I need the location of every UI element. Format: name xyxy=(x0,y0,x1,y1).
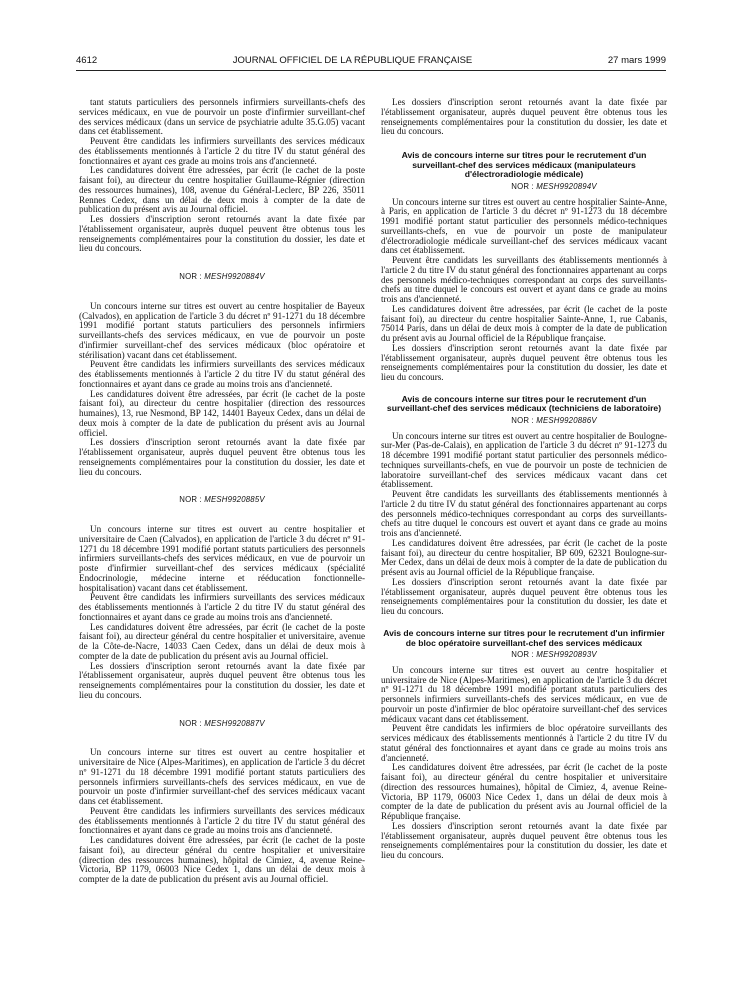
paragraph: Les candidatures doivent être adressées, par écrit (le cachet de la poste faisant foi), au directeur du centre hospitalier, BP 609, 62321 Boulogne-sur-Mer Cedex, dans un délai de deux mois à compter de la date de publication du présent avis au Journal officiel de la République française. xyxy=(381,537,667,578)
nor-reference xyxy=(381,650,667,660)
paragraph: Peuvent être candidats les infirmiers surveillants des services médicaux des établissements mentionnés à l'article 2 du titre IV du statut général des fonctionnaires et ayant dans ce grade au moins trois ans d'ancienneté. xyxy=(79,359,365,389)
paragraph: Les dossiers d'inscription seront retournés avant la date fixée par l'établissement organisateur, auprès duquel peuvent être obtenus tous les renseignements complémentaires pour la constitution du dossier, les date et lieu du concours. xyxy=(381,342,667,383)
nor-prefix: NOR : xyxy=(511,181,534,191)
paragraph: Les dossiers d'inscription seront retournés avant la date fixée par l'établissement organisateur, auprès duquel peuvent être obtenus tous les renseignements complémentaires pour la constitution du dossier, les date et lieu du concours. xyxy=(79,214,365,254)
header-rule xyxy=(76,70,666,71)
notice-title: Avis de concours interne sur titres pour le recrutement d'un surveillant-chef des services médicaux (techniciens de laboratoire) xyxy=(386,393,662,414)
paragraph: Les candidatures doivent être adressées, par écrit (le cachet de la poste faisant foi), au directeur général du centre hospitalier et universitaire (direction des ressources humaines), hôpital de Cimiez, 4, avenue Reine-Victoria, BP 1179, 06003 Nice Cedex 1, dans un délai de deux mois à compter de la date de publication du présent avis au Journal officiel. xyxy=(79,835,365,884)
paragraph: tant statuts particuliers des personnels infirmiers surveillants-chefs des services médicaux, en vue de pourvoir un poste d'infirmier surveillant-chef des services médicaux (dans un service de psychiatrie adulte 35.G.05) vacant dans cet établissement. xyxy=(79,97,365,137)
paragraph: Les candidatures doivent être adressées, par écrit (le cachet de la poste faisant foi), au directeur général du centre hospitalier et universitaire (direction des ressources humaines), hôpital de Cimiez, 4, avenue Reine-Victoria, BP 1179, 06003 Nice Cedex 1, dans un délai de deux mois à compter de la date de publication du présent avis au Journal officiel de la République française. xyxy=(381,762,667,822)
nor-prefix: NOR : xyxy=(511,650,534,660)
right-column xyxy=(381,98,667,861)
nor-reference xyxy=(79,719,365,729)
paragraph: Peuvent être candidats les infirmiers de bloc opératoire surveillants des services médicaux des établissements mentionnés à l'article 2 du titre IV du statut général des fonctionnaires et ayant dans ce grade au moins trois ans d'ancienneté. xyxy=(381,723,667,763)
notice-title: Avis de concours interne sur titres pour le recrutement d'un infirmier de bloc opératoire surveillant-chef des services médicaux xyxy=(383,627,665,648)
paragraph: Un concours interne sur titres est ouvert au centre hospitalier et universitaire de Nice (Alpes-Maritimes), en application de l'article 3 du décret nº 91-1271 du 18 décembre 1991 modifié portant statuts particuliers des personnels infirmiers surveillants-chefs des services médicaux, en vue de pourvoir un poste d'infirmier surveillant-chef des services médicaux vacant dans cet établissement. xyxy=(79,747,365,806)
nor-code: MESH9920894V xyxy=(536,181,597,191)
paragraph: Les dossiers d'inscription seront retournés avant la date fixée par l'établissement organisateur, auprès duquel peuvent être obtenus tous les renseignements complémentaires pour la constitution du dossier, les date et lieu du concours. xyxy=(79,660,365,700)
nor-code: MESH9920886V xyxy=(536,415,597,425)
nor-prefix: NOR : xyxy=(179,495,202,505)
paragraph: Les candidatures doivent être adressées, par écrit (le cachet de la poste faisant foi), au directeur du centre hospitalier Guillaume-Régnier (direction des ressources humaines), 108, avenue du Général-Leclerc, BP 226, 35011 Rennes Cedex, dans un délai de deux mois à compter de la date de publication du présent avis au Journal officiel. xyxy=(79,165,365,215)
paragraph: Les candidatures doivent être adressées, par écrit (le cachet de la poste faisant foi), au directeur général du centre hospitalier et universitaire, avenue de la Côte-de-Nacre, 14033 Caen Cedex, dans un délai de deux mois à compter de la date de publication du présent avis au Journal officiel. xyxy=(79,621,365,661)
nor-reference xyxy=(79,495,365,505)
paragraph: Les dossiers d'inscription seront retournés avant la date fixée par l'établissement organisateur, auprès duquel peuvent être obtenus tous les renseignements complémentaires pour la constitution du dossier, les date et lieu du concours. xyxy=(381,576,667,617)
paragraph: Les candidatures doivent être adressées, par écrit (le cachet de la poste faisant foi), au directeur du centre hospitalier (direction des ressources humaines), 13, rue Nesmond, BP 142, 14401 Bayeux Cedex, dans un délai de deux mois à compter de la date de publication du présent avis au Journal officiel. xyxy=(79,388,365,438)
paragraph: Un concours interne sur titres est ouvert au centre hospitalier et universitaire de Nice (Alpes-Maritimes), en application de l'article 3 du décret nº 91-1271 du 18 décembre 1991 modifié portant statuts particuliers des personnels infirmiers surveillants-chefs des services médicaux, en vue de pourvoir un poste d'infirmier de bloc opératoire surveillant-chef des services médicaux vacant dans cet établissement. xyxy=(381,664,667,724)
nor-code: MESH9920887V xyxy=(204,718,265,728)
nor-reference xyxy=(79,272,365,282)
nor-prefix: NOR : xyxy=(511,415,534,425)
paragraph: Les dossiers d'inscription seront retournés avant la date fixée par l'établissement organisateur, auprès duquel peuvent être obtenus tous les renseignements complémentaires pour la constitution du dossier, les date et lieu du concours. xyxy=(381,97,667,137)
nor-prefix: NOR : xyxy=(179,272,202,281)
nor-code: MESH9920893V xyxy=(536,650,597,660)
nor-reference xyxy=(381,416,667,426)
paragraph: Peuvent être candidats les infirmiers surveillants des services médicaux des établissements mentionnés à l'article 2 du titre IV du statut général des fonctionnaires et ayant dans ce grade au moins trois ans d'ancienneté. xyxy=(79,805,365,836)
notice-title: Avis de concours interne sur titres pour le recrutement d'un surveillant-chef des services médicaux (manipulateurs d'électroradiologie médicale) xyxy=(401,150,647,180)
paragraph: Peuvent être candidats les infirmiers surveillants des services médicaux des établissements mentionnés à l'article 2 du titre IV du statut général des fonctionnaires et ayant dans ce grade au moins trois ans d'ancienneté. xyxy=(79,592,365,622)
issue-date: 27 mars 1999 xyxy=(607,55,666,66)
paragraph: Peuvent être candidats les surveillants des établissements mentionnés à l'article 2 du titre IV du statut général des fonctionnaires appartenant au corps des personnels médico-techniques correspondant au corps des surveillants-chefs au titre duquel le concours est ouvert et ayant dans ce grade au moins trois ans d'ancienneté. xyxy=(381,489,667,539)
nor-code: MESH9920885V xyxy=(204,495,265,505)
paragraph: Un concours interne sur titres est ouvert au centre hospitalier de Boulogne-sur-Mer (Pas-de-Calais), en application de l'article 3 du décret nº 91-1273 du 18 décembre 1991 modifié portant statut particulier des personnels médico-techniques surveillants-chefs, en vue de pourvoir un poste de technicien de laboratoire surveillant-chef des services médicaux vacant dans cet établissement. xyxy=(381,430,667,490)
paragraph: Peuvent être candidats les infirmiers surveillants des services médicaux des établissements mentionnés à l'article 2 du titre IV du statut général des fonctionnaires et ayant ces grade au moins trois ans d'ancienneté. xyxy=(79,136,365,166)
nor-reference xyxy=(381,182,667,192)
paragraph: Les candidatures doivent être adressées, par écrit (le cachet de la poste faisant foi), au directeur du centre hospitalier Sainte-Anne, 1, rue Cabanis, 75014 Paris, dans un délai de deux mois à compter de la date de publication du présent avis au Journal officiel de la République française. xyxy=(381,303,667,344)
page-header xyxy=(76,55,666,69)
paragraph: Un concours interne sur titres est ouvert au centre hospitalier et universitaire de Caen (Calvados), en application de l'article 3 du décret nº 91-1271 du 18 décembre 1991 modifié portant statuts particuliers des personnels infirmiers surveillants-chefs des services médicaux, en vue de pourvoir un poste d'infirmier surveillant-chef des services médicaux (spécialité Endocrinologie, médecine interne et rééducation fonctionnelle-hospitalisation) vacant dans cet établissement. xyxy=(79,524,365,593)
paragraph: Un concours interne sur titres est ouvert au centre hospitalier Sainte-Anne, à Paris, en application de l'article 3 du décret nº 91-1273 du 18 décembre 1991 modifié portant statut particulier des personnels médico-techniques surveillants-chefs, en vue de pourvoir un poste de manipulateur d'électroradiologie médicale surveillant-chef des services médicaux vacant dans cet établissement. xyxy=(381,196,667,256)
left-column xyxy=(79,98,365,885)
paragraph: Un concours interne sur titres est ouvert au centre hospitalier de Bayeux (Calvados), en application de l'article 3 du décret nº 91-1271 du 18 décembre 1991 modifié portant statuts particuliers des personnels infirmiers surveillants-chefs des services médicaux, en vue de pourvoir un poste d'infirmier surveillant-chef des services médicaux (bloc opératoire et stérilisation) vacant dans cet établissement. xyxy=(79,300,365,360)
nor-prefix: NOR : xyxy=(179,718,202,728)
paragraph: Peuvent être candidats les surveillants des établissements mentionnés à l'article 2 du titre IV du statut général des fonctionnaires appartenant au corps des personnels médico-techniques correspondant au corps des surveillants-chefs au titre duquel le concours est ouvert et ayant dans ce grade au moins trois ans d'ancienneté. xyxy=(381,255,667,305)
paragraph: Les dossiers d'inscription seront retournés avant la date fixée par l'établissement organisateur, auprès duquel peuvent être obtenus tous les renseignements complémentaires pour la constitution du dossier, les date et lieu du concours. xyxy=(381,820,667,861)
journal-title: JOURNAL OFFICIEL DE LA RÉPUBLIQUE FRANÇAISE xyxy=(232,55,473,66)
page-number: 4612 xyxy=(76,55,98,66)
nor-code: MESH9920884V xyxy=(204,272,265,281)
paragraph: Les dossiers d'inscription seront retournés avant la date fixée par l'établissement organisateur, auprès duquel peuvent être obtenus tous les renseignements complémentaires pour la constitution du dossier, les date et lieu du concours. xyxy=(79,437,365,477)
